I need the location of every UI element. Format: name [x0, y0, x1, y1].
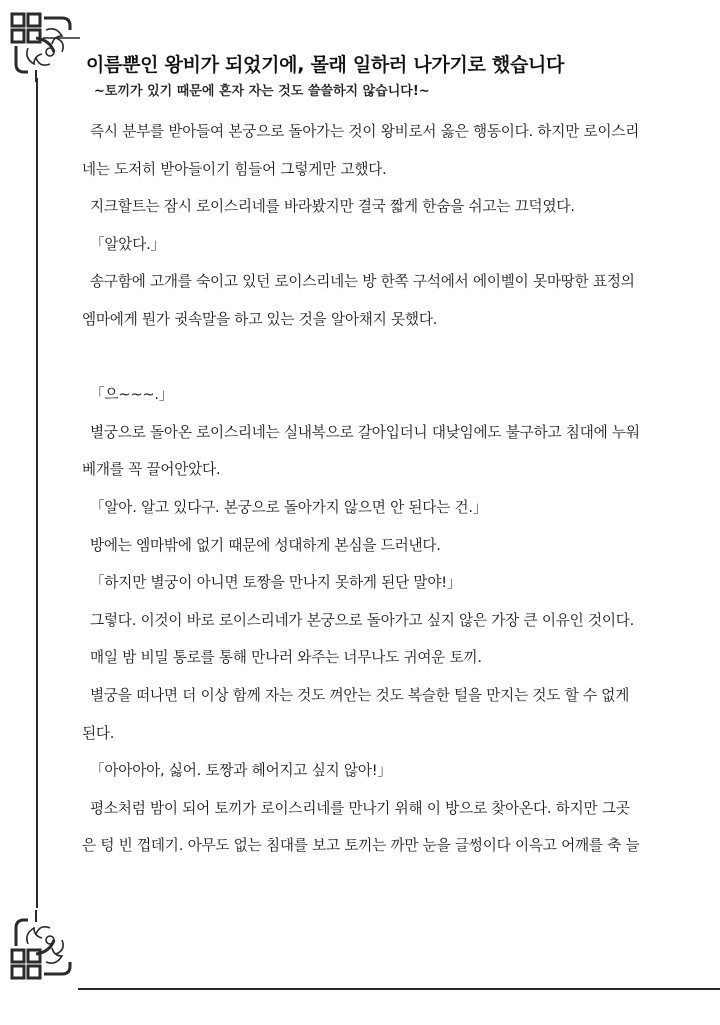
text-line: 된다.: [82, 724, 115, 742]
text-line: 방에는 엠마밖에 없기 때문에 성대하게 본심을 드러낸다.: [90, 536, 441, 554]
text-line: 「으~~~.」: [90, 386, 174, 404]
corner-ornament-top-icon: [6, 8, 80, 82]
corner-ornament-bottom-icon: [6, 910, 80, 984]
text-line: 송구함에 고개를 숙이고 있던 로이스리네는 방 한쪽 구석에서 에이벨이 못마땅한 표정의: [90, 273, 635, 291]
text-line: 네는 도저히 받아들이기 힘들어 그렇게만 고했다.: [82, 160, 387, 178]
frame-border-bottom: [78, 988, 720, 990]
frame-border-left: [36, 78, 38, 908]
text-line: 은 텅 빈 껍데기. 아무도 없는 침대를 보고 토끼는 까만 눈을 글썽이다 이윽고 어깨를 축 늘: [82, 837, 640, 855]
chapter-subtitle: ~토끼가 있기 때문에 혼자 자는 것도 쓸쓸하지 않습니다!~: [94, 84, 430, 99]
text-line: 별궁으로 돌아온 로이스리네는 실내복으로 갈아입더니 대낮임에도 불구하고 침대에 누워: [90, 423, 640, 441]
text-line: 「하지만 별궁이 아니면 토짱을 만나지 못하게 된단 말야!」: [90, 574, 462, 592]
text-line: 즉시 분부를 받아들여 본궁으로 돌아가는 것이 왕비로서 옳은 행동이다. 하지만 로이스리: [90, 123, 640, 140]
text-line: 평소처럼 밤이 되어 토끼가 로이스리네를 만나기 위해 이 방으로 찾아온다. 하지만 그곳: [90, 799, 630, 817]
chapter-title: 이름뿐인 왕비가 되었기에, 몰래 일하러 나가기로 했습니다: [86, 54, 565, 76]
text-line: 「알아. 알고 있다구. 본궁으로 돌아가지 않으면 안 된다는 건.」: [90, 498, 488, 516]
text-line: 베개를 꼭 끌어안았다.: [82, 461, 221, 479]
text-line: 매일 밤 비밀 통로를 통해 만나러 와주는 너무나도 귀여운 토끼.: [90, 649, 482, 667]
body-text: [74, 113, 702, 865]
text-line: 「아아아아, 싫어. 토짱과 헤어지고 싶지 않아!」: [90, 762, 392, 780]
text-line: 「알았다.」: [90, 235, 165, 253]
text-line: 별궁을 떠나면 더 이상 함께 자는 것도 껴안는 것도 복슬한 털을 만지는 것도 할 수 없게: [90, 686, 630, 704]
paragraph-gap: [74, 339, 702, 377]
text-line: 엠마에게 뭔가 귓속말을 하고 있는 것을 알아채지 못했다.: [82, 310, 438, 328]
text-line: 그렇다. 이것이 바로 로이스리네가 본궁으로 돌아가고 싶지 않은 가장 큰 이유인 것이다.: [90, 611, 635, 629]
text-line: 지크할트는 잠시 로이스리네를 바라봤지만 결국 짧게 한숨을 쉬고는 끄덕였다.: [90, 198, 575, 216]
